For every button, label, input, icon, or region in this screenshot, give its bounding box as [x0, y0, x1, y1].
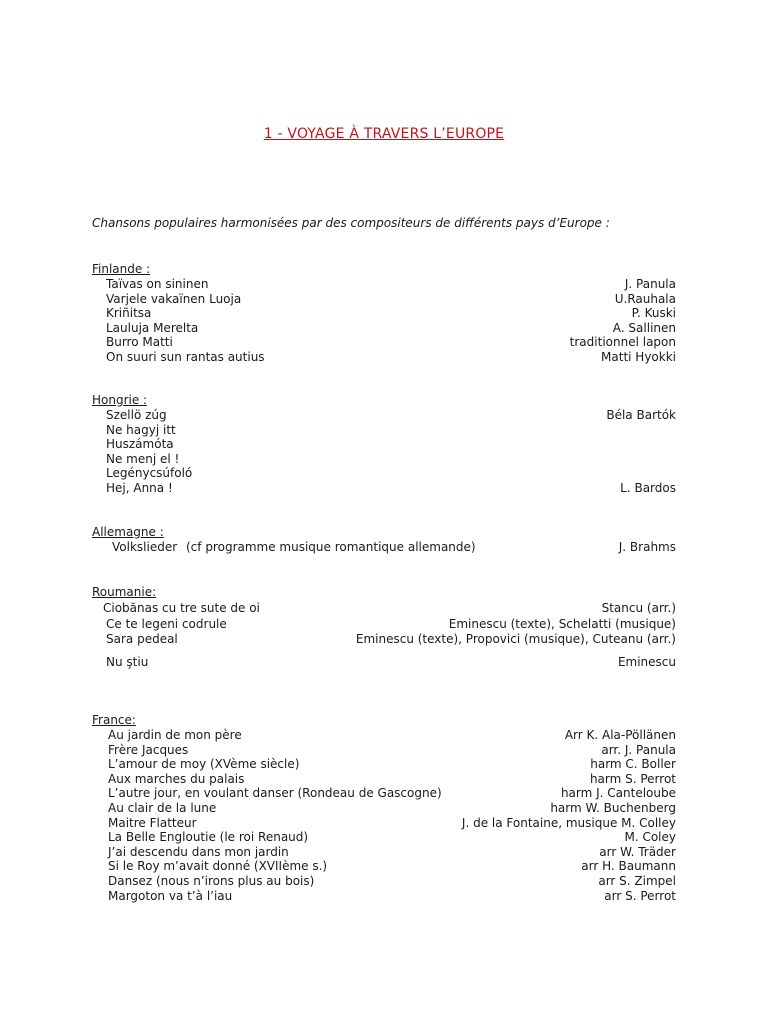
composer-name: Eminescu (texte), Schelatti (musique) [448, 617, 676, 631]
song-title: Nu ştiu [106, 655, 149, 670]
program-note: (cf programme musique romantique allemande) [186, 540, 476, 554]
composer-name: L. Bardos [620, 480, 676, 495]
composer-name: traditionnel lapon [569, 335, 676, 350]
song-title: Hej, Anna ! [106, 480, 173, 495]
song-title: L’amour de moy (XVème siècle) [108, 757, 300, 772]
list-item [92, 321, 676, 336]
song-title: Ne menj el ! [106, 451, 180, 466]
song-title: Kriñitsa [106, 306, 152, 321]
list-item [92, 728, 676, 743]
list-item [92, 830, 676, 845]
composer-name: M. Coley [624, 830, 676, 845]
song-title: Au jardin de mon père [108, 728, 242, 742]
list-item [92, 632, 676, 647]
composer-name: J. Brahms [618, 540, 676, 554]
list-item [92, 617, 676, 632]
list-item [92, 757, 676, 772]
list-item [92, 786, 676, 801]
list-item [92, 423, 676, 438]
composer-name: Arr K. Ala-Pöllänen [564, 728, 676, 742]
list-item [92, 859, 676, 874]
song-title: J’ai descendu dans mon jardin [108, 844, 289, 859]
list-item [92, 540, 676, 555]
section-heading-finlande: Finlande : [92, 262, 151, 276]
list-item [92, 481, 676, 496]
list-item [92, 816, 676, 831]
list-item [92, 350, 676, 365]
composer-name: J. Panula [624, 277, 676, 291]
song-title: La Belle Engloutie (le roi Renaud) [108, 830, 309, 845]
section-allemagne [92, 525, 676, 555]
section-heading-roumanie: Roumanie: [92, 585, 157, 599]
composer-name: A. Sallinen [612, 320, 676, 335]
list-item [92, 452, 676, 467]
page-title: 1 - VOYAGE À TRAVERS L’EUROPE [263, 126, 505, 142]
section-hongrie [92, 393, 676, 496]
list-item [92, 801, 676, 816]
composer-name: P. Kuski [631, 306, 676, 321]
composer-name: harm J. Canteloube [560, 786, 676, 801]
song-title: Ciobănas cu tre sute de oi [103, 601, 260, 615]
list-item [92, 655, 676, 670]
section-heading-allemagne: Allemagne : [92, 525, 164, 539]
composer-name: arr S. Perrot [604, 888, 676, 903]
composer-name: Eminescu [617, 655, 676, 670]
song-title: On suuri sun rantas autius [106, 349, 265, 364]
list-item [92, 408, 676, 423]
list-item [92, 306, 676, 321]
song-title: Au clair de la lune [108, 800, 217, 815]
list-item [92, 466, 676, 481]
composer-name: arr S. Zimpel [598, 873, 676, 888]
intro-text: Chansons populaires harmonisées par des compositeurs de différents pays d’Europe : [92, 216, 610, 230]
song-title: Varjele vakaïnen Luoja [106, 291, 242, 306]
section-heading-france: France: [92, 713, 136, 727]
song-title: Lauluja Merelta [106, 320, 199, 335]
list-item [92, 845, 676, 860]
song-title: Dansez (nous n’irons plus au bois) [108, 873, 315, 888]
song-title: Huszámóta [106, 437, 174, 452]
section-roumanie [92, 585, 676, 670]
composer-name: arr H. Baumann [581, 859, 676, 874]
list-item [92, 743, 676, 758]
list-item [92, 292, 676, 307]
song-title: Szellö zúg [106, 408, 167, 422]
song-title: Taïvas on sininen [106, 277, 209, 291]
composer-name: Eminescu (texte), Propovici (musique), Cuteanu (arr.) [355, 631, 676, 646]
list-item [92, 772, 676, 787]
song-title: Burro Matti [106, 335, 173, 350]
song-title: Frère Jacques [108, 742, 189, 757]
composer-name: harm C. Boller [590, 757, 676, 772]
list-item [92, 277, 676, 292]
song-title: Margoton va t’à l’iau [108, 888, 233, 903]
song-title: L’autre jour, en voulant danser (Rondeau de Gascogne) [108, 786, 442, 801]
list-item [92, 874, 676, 889]
composer-name: arr. J. Panula [601, 742, 676, 757]
composer-name: harm S. Perrot [589, 771, 676, 786]
song-title: Ce te legeni codrule [106, 617, 227, 631]
list-item [92, 600, 676, 617]
song-title: Maitre Flatteur [108, 815, 197, 830]
composer-name: arr W. Träder [599, 844, 676, 859]
list-item [92, 335, 676, 350]
composer-name: Stancu (arr.) [601, 601, 676, 615]
song-title: Ne hagyj itt [106, 422, 176, 437]
list-item [92, 889, 676, 904]
list-item [92, 437, 676, 452]
section-finlande [92, 262, 676, 365]
composer-name: U.Rauhala [614, 291, 676, 306]
section-france [92, 713, 676, 903]
composer-name: Matti Hyokki [601, 349, 676, 364]
song-title: Legénycsúfoló [106, 466, 193, 481]
composer-name: harm W. Buchenberg [550, 800, 676, 815]
song-title: Sara pedeal [106, 631, 178, 646]
section-heading-hongrie: Hongrie : [92, 393, 148, 407]
song-title: Si le Roy m’avait donné (XVIIème s.) [108, 859, 328, 874]
song-title: Volkslieder [112, 540, 178, 554]
composer-name: Béla Bartók [606, 408, 676, 422]
composer-name: J. de la Fontaine, musique M. Colley [461, 815, 676, 830]
song-title: Aux marches du palais [108, 771, 245, 786]
